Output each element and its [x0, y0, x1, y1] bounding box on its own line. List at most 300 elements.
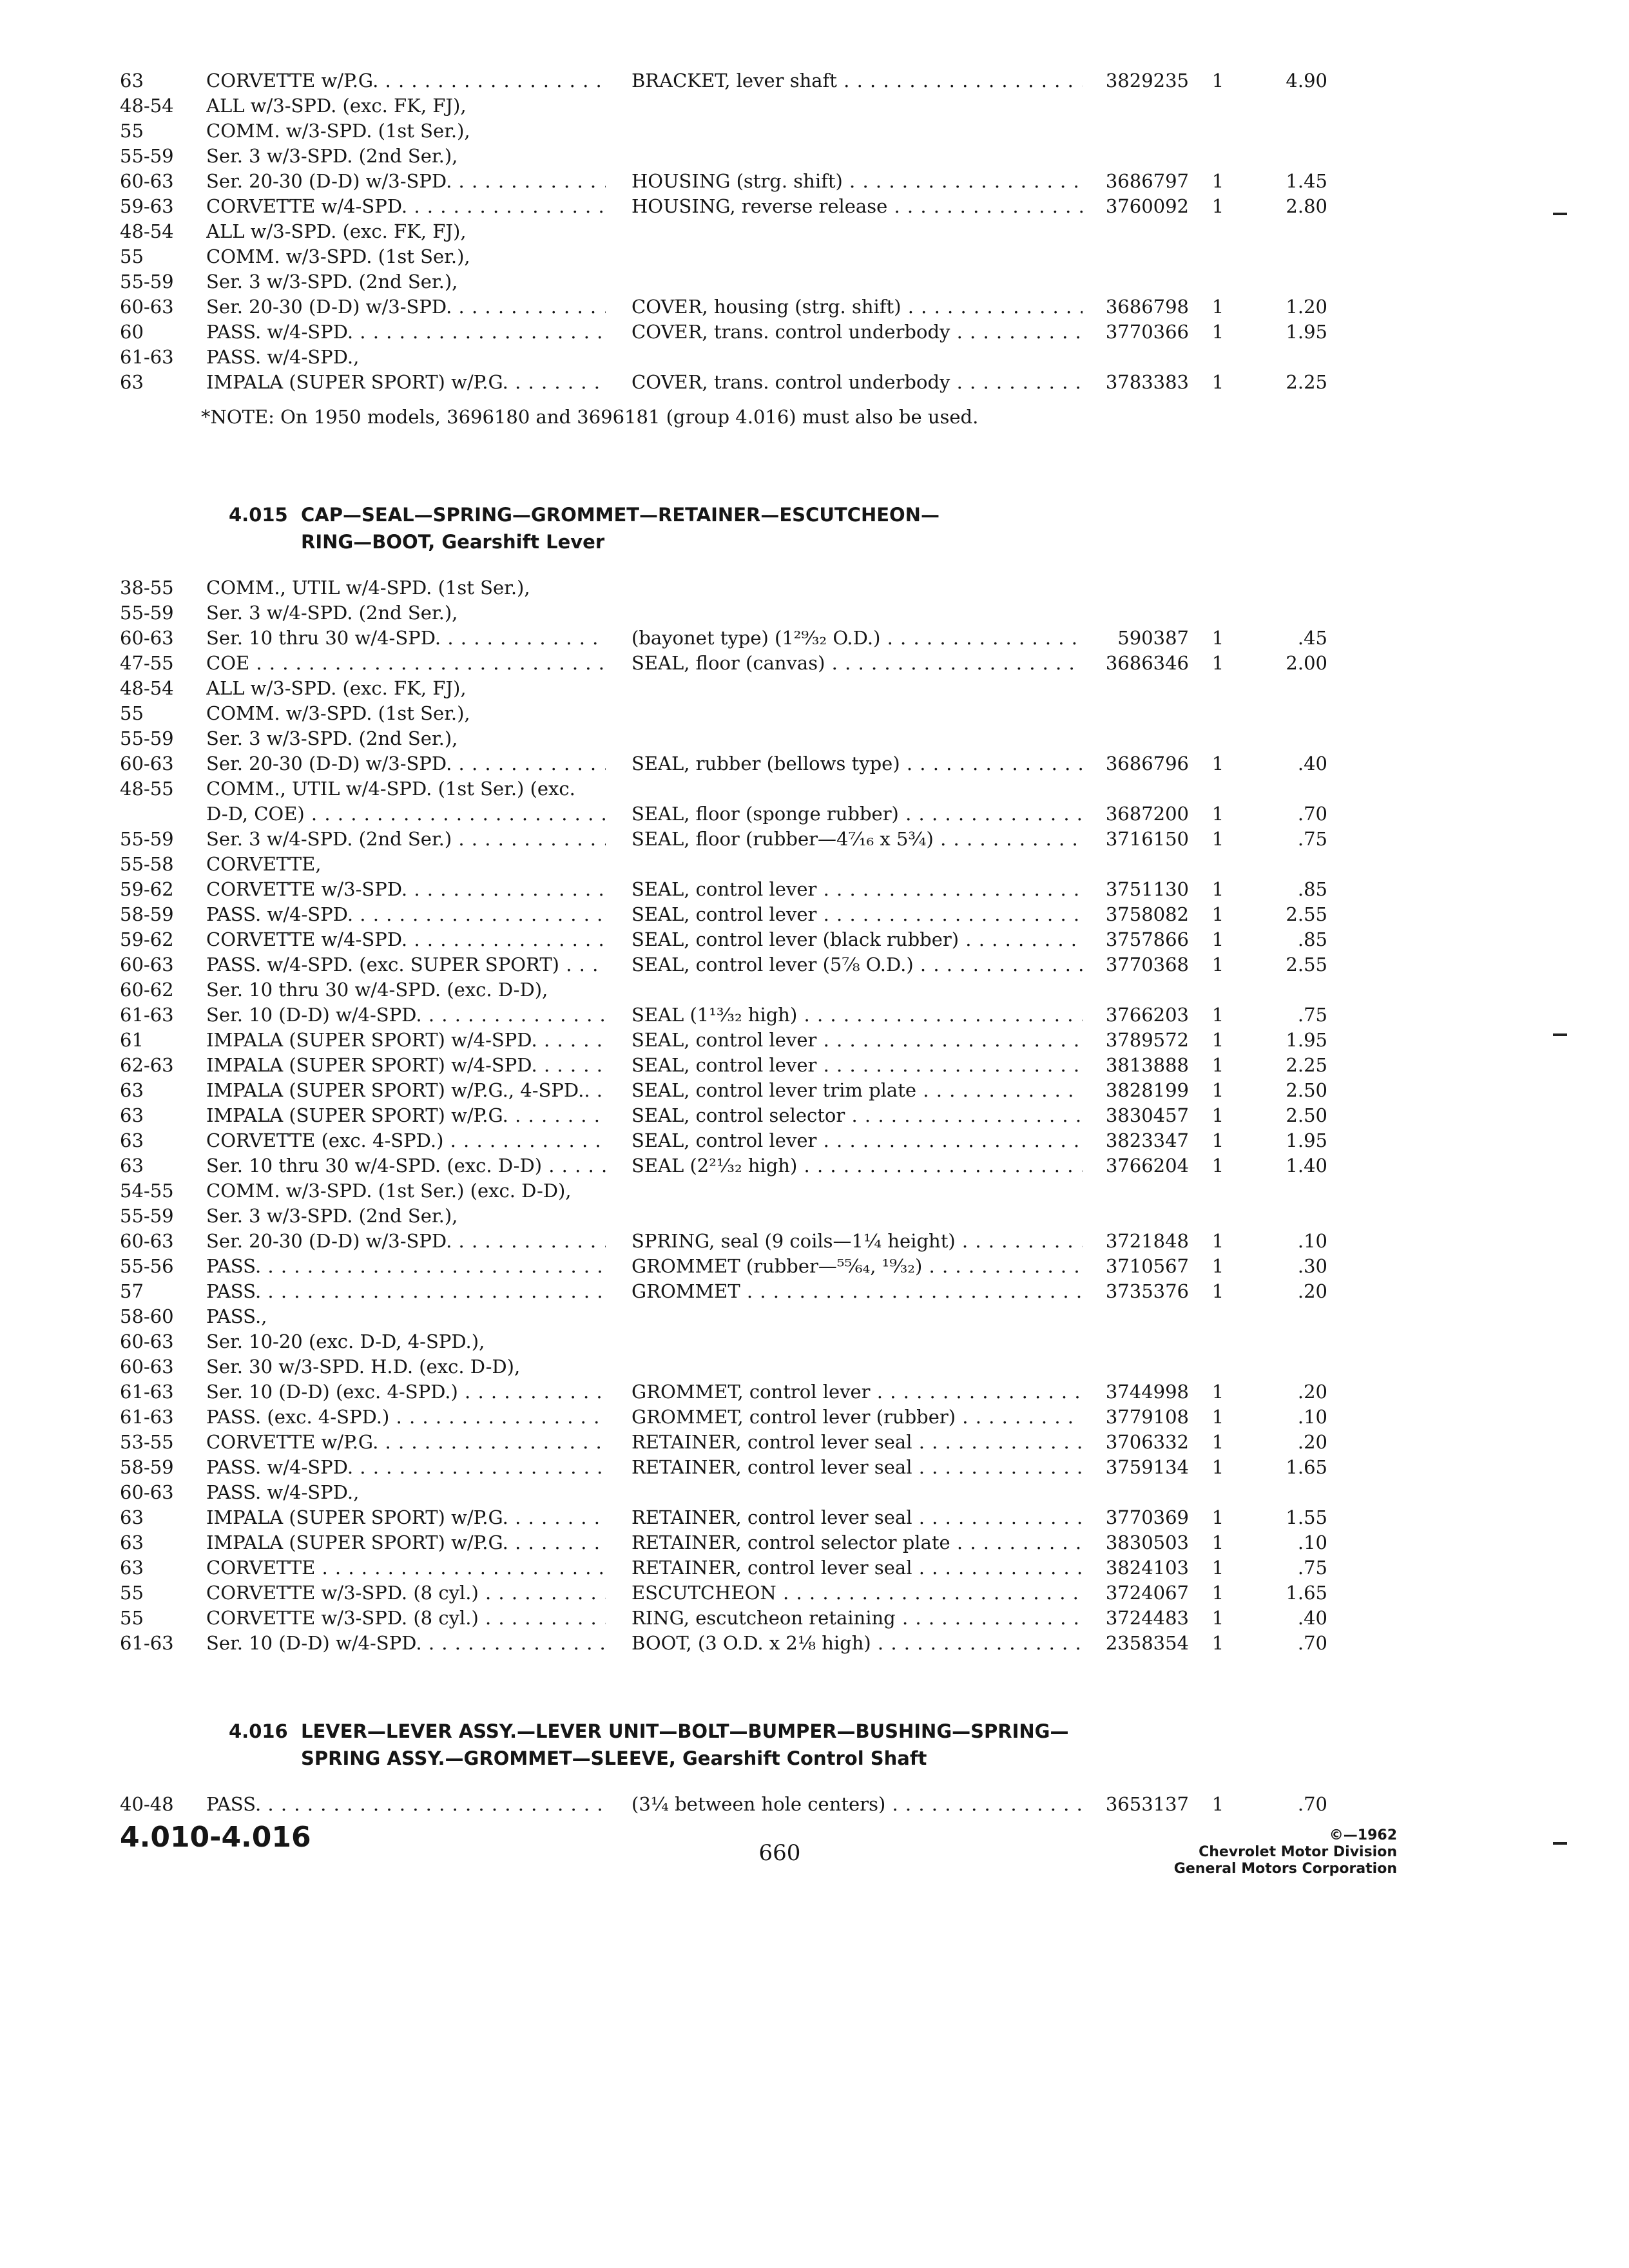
part-description: SEAL, control lever . . .	[631, 902, 1083, 927]
model: IMPALA (SUPER SPORT) w/4-SPD. . . .	[206, 1053, 606, 1078]
part-description: GROMMET, control lever . . .	[631, 1379, 1083, 1405]
table-row	[0, 952, 1629, 977]
model: Ser. 3 w/4-SPD. (2nd Ser.) . . .	[206, 827, 606, 852]
model: Ser. 20-30 (D-D) w/3-SPD. . . .	[206, 751, 606, 776]
quantity: 1	[1211, 1230, 1224, 1252]
table-row	[0, 244, 1629, 269]
year-range: 63	[120, 1557, 144, 1579]
year-range: 63	[120, 1079, 144, 1101]
model: Ser. 20-30 (D-D) w/3-SPD. . . .	[206, 294, 606, 320]
year-range: 48-55	[120, 778, 174, 800]
margin-mark	[1553, 213, 1567, 215]
price: 1.95	[1286, 1129, 1327, 1151]
price: 4.90	[1286, 70, 1327, 91]
part-description: (bayonet type) (1²⁹⁄₃₂ O.D.) . . .	[631, 626, 1083, 651]
quantity: 1	[1211, 828, 1224, 850]
year-range: 60-63	[120, 1331, 174, 1352]
part-description: SEAL, control lever trim plate . . .	[631, 1078, 1083, 1103]
table-row	[0, 902, 1629, 927]
model: COMM. w/3-SPD. (1st Ser.) (exc. D-D),	[206, 1180, 572, 1202]
year-range: 38-55	[120, 577, 174, 599]
part-description: SEAL, control lever . . .	[631, 1053, 1083, 1078]
table-row	[0, 802, 1629, 827]
quantity: 1	[1211, 1079, 1224, 1101]
model: PASS. w/4-SPD. . . .	[206, 902, 606, 927]
part-description: RETAINER, control lever seal . . .	[631, 1555, 1083, 1581]
part-description: HOUSING (strg. shift) . . .	[631, 169, 1083, 194]
table-row	[0, 1480, 1629, 1505]
price: .20	[1297, 1381, 1327, 1403]
table-row	[0, 701, 1629, 726]
quantity: 1	[1211, 1004, 1224, 1026]
table-row	[0, 1229, 1629, 1254]
model: CORVETTE . . .	[206, 1555, 606, 1581]
table-row	[0, 1279, 1629, 1304]
model: PASS. w/4-SPD.,	[206, 1481, 360, 1503]
model: Ser. 10-20 (exc. D-D, 4-SPD.),	[206, 1331, 485, 1352]
quantity: 1	[1211, 1557, 1224, 1579]
model: PASS. . . .	[206, 1792, 606, 1817]
part-number: 3770369	[1105, 1506, 1189, 1528]
price: 1.65	[1286, 1456, 1327, 1478]
year-range: 61	[120, 1029, 144, 1051]
part-description: COVER, trans. control underbody . . .	[631, 320, 1083, 345]
year-range: 59-62	[120, 928, 174, 950]
model: CORVETTE (exc. 4-SPD.) . . .	[206, 1128, 606, 1153]
model: IMPALA (SUPER SPORT) w/P.G. . . .	[206, 1530, 606, 1555]
part-number: 3770366	[1105, 321, 1189, 343]
price: .40	[1297, 753, 1327, 774]
quantity: 1	[1211, 1506, 1224, 1528]
part-description: SEAL, floor (sponge rubber) . . .	[631, 802, 1083, 827]
part-description: SPRING, seal (9 coils—1¼ height) . . .	[631, 1229, 1083, 1254]
year-range: 47-55	[120, 652, 174, 674]
part-description: SEAL, rubber (bellows type) . . .	[631, 751, 1083, 776]
year-range: 60-63	[120, 627, 174, 649]
model: Ser. 3 w/3-SPD. (2nd Ser.),	[206, 145, 458, 167]
part-number: 3758082	[1105, 903, 1189, 925]
part-description: GROMMET, control lever (rubber) . . .	[631, 1405, 1083, 1430]
price: .10	[1297, 1406, 1327, 1428]
part-description: COVER, trans. control underbody . . .	[631, 370, 1083, 395]
part-description: RETAINER, control selector plate . . .	[631, 1530, 1083, 1555]
year-range: 63	[120, 1155, 144, 1177]
year-range: 61-63	[120, 346, 174, 368]
price: 2.80	[1286, 195, 1327, 217]
model: Ser. 10 (D-D) (exc. 4-SPD.) . . .	[206, 1379, 606, 1405]
price: 2.55	[1286, 954, 1327, 975]
year-range: 58-59	[120, 1456, 174, 1478]
part-description: SEAL, control lever (5⅞ O.D.) . . .	[631, 952, 1083, 977]
year-range: 60-63	[120, 1481, 174, 1503]
table-row	[0, 1555, 1629, 1581]
year-range: 55-59	[120, 602, 174, 624]
quantity: 1	[1211, 1632, 1224, 1654]
part-description: GROMMET (rubber—⁵⁵⁄₆₄, ¹⁹⁄₃₂) . . .	[631, 1254, 1083, 1279]
price: 1.40	[1286, 1155, 1327, 1177]
table-row	[0, 194, 1629, 219]
section-title-line1: LEVER—LEVER ASSY.—LEVER UNIT—BOLT—BUMPER—BUSHING—SPRING—	[301, 1720, 1069, 1742]
model: PASS.,	[206, 1305, 267, 1327]
quantity: 1	[1211, 903, 1224, 925]
part-number: 3829235	[1105, 70, 1189, 91]
table-row	[0, 1078, 1629, 1103]
model: CORVETTE w/4-SPD. . . .	[206, 194, 606, 219]
price: .10	[1297, 1230, 1327, 1252]
part-number: 3716150	[1105, 828, 1189, 850]
model: IMPALA (SUPER SPORT) w/P.G., 4-SPD.. . . .	[206, 1078, 606, 1103]
quantity: 1	[1211, 195, 1224, 217]
model: CORVETTE w/3-SPD. (8 cyl.) . . .	[206, 1581, 606, 1606]
year-range: 55	[120, 1582, 144, 1604]
quantity: 1	[1211, 1280, 1224, 1302]
table-row	[0, 345, 1629, 370]
part-number: 3766203	[1105, 1004, 1189, 1026]
part-description: BRACKET, lever shaft . . .	[631, 68, 1083, 93]
price: .75	[1297, 1557, 1327, 1579]
price: 2.50	[1286, 1079, 1327, 1101]
division: Chevrolet Motor Division	[1199, 1844, 1397, 1860]
price: 1.55	[1286, 1506, 1327, 1528]
page-number: 660	[758, 1840, 801, 1866]
part-number: 3735376	[1105, 1280, 1189, 1302]
part-description: COVER, housing (strg. shift) . . .	[631, 294, 1083, 320]
year-range: 55	[120, 245, 144, 267]
quantity: 1	[1211, 803, 1224, 825]
year-range: 60-63	[120, 1230, 174, 1252]
year-range: 63	[120, 70, 144, 91]
part-description: RETAINER, control lever seal . . .	[631, 1455, 1083, 1480]
year-range: 55	[120, 702, 144, 724]
part-description: (3¼ between hole centers) . . .	[631, 1792, 1083, 1817]
table-row	[0, 1103, 1629, 1128]
table-row	[0, 751, 1629, 776]
table-row	[0, 1405, 1629, 1430]
model: D-D, COE) . . .	[206, 802, 606, 827]
part-number: 3724067	[1105, 1582, 1189, 1604]
quantity: 1	[1211, 1129, 1224, 1151]
parts-table-4016	[0, 1792, 1629, 1817]
part-number: 3783383	[1105, 371, 1189, 393]
price: 1.95	[1286, 1029, 1327, 1051]
model: IMPALA (SUPER SPORT) w/4-SPD. . . .	[206, 1028, 606, 1053]
year-range: 61-63	[120, 1004, 174, 1026]
section-title-line2: SPRING ASSY.—GROMMET—SLEEVE, Gearshift Control Shaft	[301, 1747, 927, 1769]
table-row	[0, 726, 1629, 751]
model: Ser. 3 w/3-SPD. (2nd Ser.),	[206, 271, 458, 293]
model: Ser. 10 thru 30 w/4-SPD. . . .	[206, 626, 606, 651]
model: ALL w/3-SPD. (exc. FK, FJ),	[206, 220, 467, 242]
table-row	[0, 1178, 1629, 1204]
section-title-line1: CAP—SEAL—SPRING—GROMMET—RETAINER—ESCUTCHEON—	[301, 504, 940, 526]
year-range: 63	[120, 1104, 144, 1126]
price: 2.50	[1286, 1104, 1327, 1126]
table-row	[0, 575, 1629, 601]
table-row	[0, 601, 1629, 626]
price: .45	[1297, 627, 1327, 649]
year-range: 55	[120, 1607, 144, 1629]
table-row	[0, 294, 1629, 320]
table-row	[0, 1254, 1629, 1279]
table-row	[0, 1455, 1629, 1480]
model: PASS. w/4-SPD.,	[206, 346, 360, 368]
table-row	[0, 776, 1629, 802]
corporation: General Motors Corporation	[1173, 1861, 1397, 1877]
part-number: 3724483	[1105, 1607, 1189, 1629]
table-row	[0, 269, 1629, 294]
price: .30	[1297, 1255, 1327, 1277]
model: PASS. (exc. 4-SPD.) . . .	[206, 1405, 606, 1430]
part-number: 3823347	[1105, 1129, 1189, 1151]
model: CORVETTE w/P.G. . . .	[206, 68, 606, 93]
part-number: 3759134	[1105, 1456, 1189, 1478]
year-range: 59-62	[120, 878, 174, 900]
price: .75	[1297, 1004, 1327, 1026]
year-range: 60-62	[120, 979, 174, 1001]
quantity: 1	[1211, 1054, 1224, 1076]
part-number: 3706332	[1105, 1431, 1189, 1453]
table-row	[0, 927, 1629, 952]
quantity: 1	[1211, 928, 1224, 950]
group-range: 4.010-4.016	[120, 1821, 311, 1854]
part-description: SEAL, floor (canvas) . . .	[631, 651, 1083, 676]
year-range: 61-63	[120, 1406, 174, 1428]
model: COMM. w/3-SPD. (1st Ser.),	[206, 120, 470, 142]
quantity: 1	[1211, 1255, 1224, 1277]
part-description: SEAL (1¹³⁄₃₂ high) . . .	[631, 1003, 1083, 1028]
part-description: GROMMET . . .	[631, 1279, 1083, 1304]
model: CORVETTE,	[206, 853, 322, 875]
year-range: 48-54	[120, 677, 174, 699]
model: CORVETTE w/3-SPD. . . .	[206, 877, 606, 902]
table-row	[0, 852, 1629, 877]
year-range: 61-63	[120, 1632, 174, 1654]
table-row	[0, 1530, 1629, 1555]
quantity: 1	[1211, 321, 1224, 343]
part-description: BOOT, (3 O.D. x 2⅛ high) . . .	[631, 1631, 1083, 1656]
part-number: 3830503	[1105, 1532, 1189, 1553]
part-number: 3721848	[1105, 1230, 1189, 1252]
model: IMPALA (SUPER SPORT) w/P.G. . . .	[206, 370, 606, 395]
year-range: 63	[120, 1532, 144, 1553]
year-range: 60	[120, 321, 144, 343]
quantity: 1	[1211, 296, 1224, 318]
year-range: 40-48	[120, 1793, 174, 1815]
price: 1.65	[1286, 1582, 1327, 1604]
model: CORVETTE w/3-SPD. (8 cyl.) . . .	[206, 1606, 606, 1631]
quantity: 1	[1211, 954, 1224, 975]
model: PASS. w/4-SPD. . . .	[206, 320, 606, 345]
table-row	[0, 651, 1629, 676]
part-description: SEAL, control lever . . .	[631, 1128, 1083, 1153]
quantity: 1	[1211, 1532, 1224, 1553]
price: 2.25	[1286, 371, 1327, 393]
margin-mark	[1553, 1033, 1567, 1036]
table-row	[0, 93, 1629, 119]
part-number: 3760092	[1105, 195, 1189, 217]
model: ALL w/3-SPD. (exc. FK, FJ),	[206, 95, 467, 117]
section-title-line2: RING—BOOT, Gearshift Lever	[301, 531, 605, 553]
price: .20	[1297, 1431, 1327, 1453]
part-number: 3757866	[1105, 928, 1189, 950]
part-number: 3744998	[1105, 1381, 1189, 1403]
quantity: 1	[1211, 1406, 1224, 1428]
table-row	[0, 626, 1629, 651]
part-number: 3687200	[1105, 803, 1189, 825]
year-range: 60-63	[120, 170, 174, 192]
table-row	[0, 169, 1629, 194]
price: .70	[1297, 1793, 1327, 1815]
model: PASS. w/4-SPD. . . .	[206, 1455, 606, 1480]
price: .70	[1297, 803, 1327, 825]
price: .85	[1297, 928, 1327, 950]
table-row	[0, 68, 1629, 93]
year-range: 55-59	[120, 145, 174, 167]
year-range: 55-59	[120, 727, 174, 749]
section-number: 4.015	[229, 504, 288, 526]
part-description: SEAL, control lever (black rubber) . . .	[631, 927, 1083, 952]
model: Ser. 20-30 (D-D) w/3-SPD. . . .	[206, 1229, 606, 1254]
year-range: 57	[120, 1280, 144, 1302]
model: COE . . .	[206, 651, 606, 676]
model: Ser. 20-30 (D-D) w/3-SPD. . . .	[206, 169, 606, 194]
quantity: 1	[1211, 1582, 1224, 1604]
model: ALL w/3-SPD. (exc. FK, FJ),	[206, 677, 467, 699]
quantity: 1	[1211, 1155, 1224, 1177]
price: .20	[1297, 1280, 1327, 1302]
quantity: 1	[1211, 1431, 1224, 1453]
price: .10	[1297, 1532, 1327, 1553]
part-description: RETAINER, control lever seal . . .	[631, 1505, 1083, 1530]
table-row	[0, 877, 1629, 902]
price: .70	[1297, 1632, 1327, 1654]
part-number: 3828199	[1105, 1079, 1189, 1101]
table-row	[0, 1379, 1629, 1405]
table-row	[0, 370, 1629, 395]
part-description: SEAL, control lever . . .	[631, 877, 1083, 902]
year-range: 59-63	[120, 195, 174, 217]
year-range: 48-54	[120, 220, 174, 242]
year-range: 58-59	[120, 903, 174, 925]
table-row	[0, 1606, 1629, 1631]
year-range: 53-55	[120, 1431, 174, 1453]
quantity: 1	[1211, 652, 1224, 674]
quantity: 1	[1211, 1456, 1224, 1478]
copyright: ©—1962	[1329, 1827, 1397, 1843]
year-range: 55-59	[120, 828, 174, 850]
part-number: 3824103	[1105, 1557, 1189, 1579]
part-number: 3686797	[1105, 170, 1189, 192]
model: COMM., UTIL w/4-SPD. (1st Ser.) (exc.	[206, 778, 575, 800]
part-number: 3686346	[1105, 652, 1189, 674]
price: 1.95	[1286, 321, 1327, 343]
price: 2.00	[1286, 652, 1327, 674]
part-description: ESCUTCHEON . . .	[631, 1581, 1083, 1606]
table-row	[0, 1354, 1629, 1379]
part-description: SEAL, control lever . . .	[631, 1028, 1083, 1053]
table-row	[0, 1581, 1629, 1606]
table-row	[0, 676, 1629, 701]
margin-mark	[1553, 1842, 1567, 1845]
year-range: 60-63	[120, 1356, 174, 1378]
quantity: 1	[1211, 1793, 1224, 1815]
model: Ser. 30 w/3-SPD. H.D. (exc. D-D),	[206, 1356, 521, 1378]
table-row	[0, 1631, 1629, 1656]
table-row	[0, 977, 1629, 1003]
price: .75	[1297, 828, 1327, 850]
part-number: 3789572	[1105, 1029, 1189, 1051]
year-range: 55-58	[120, 853, 174, 875]
price: 2.25	[1286, 1054, 1327, 1076]
table-row	[0, 1792, 1629, 1817]
table-row	[0, 1053, 1629, 1078]
part-number: 3766204	[1105, 1155, 1189, 1177]
section-heading-4016	[229, 1718, 1068, 1772]
year-range: 55	[120, 120, 144, 142]
table-row	[0, 1028, 1629, 1053]
model: PASS. . . .	[206, 1254, 606, 1279]
part-number: 3686796	[1105, 753, 1189, 774]
table-row	[0, 827, 1629, 852]
top-parts-table	[0, 68, 1629, 395]
model: IMPALA (SUPER SPORT) w/P.G. . . .	[206, 1103, 606, 1128]
model: Ser. 3 w/3-SPD. (2nd Ser.),	[206, 1205, 458, 1227]
model: Ser. 10 (D-D) w/4-SPD. . . .	[206, 1003, 606, 1028]
table-row	[0, 320, 1629, 345]
footnote: *NOTE: On 1950 models, 3696180 and 3696181 (group 4.016) must also be used.	[201, 406, 979, 428]
part-description: SEAL, floor (rubber—4⁷⁄₁₆ x 5¾) . . .	[631, 827, 1083, 852]
table-row	[0, 1505, 1629, 1530]
part-number: 3751130	[1105, 878, 1189, 900]
year-range: 58-60	[120, 1305, 174, 1327]
table-row	[0, 144, 1629, 169]
model: Ser. 10 thru 30 w/4-SPD. (exc. D-D) . . .	[206, 1153, 606, 1178]
year-range: 48-54	[120, 95, 174, 117]
model: Ser. 10 thru 30 w/4-SPD. (exc. D-D),	[206, 979, 548, 1001]
parts-table-4015	[0, 575, 1629, 1656]
year-range: 55-59	[120, 271, 174, 293]
part-description: SEAL (2²¹⁄₃₂ high) . . .	[631, 1153, 1083, 1178]
section-heading-4015	[229, 501, 940, 555]
quantity: 1	[1211, 1029, 1224, 1051]
part-description: RING, escutcheon retaining . . .	[631, 1606, 1083, 1631]
year-range: 54-55	[120, 1180, 174, 1202]
model: CORVETTE w/4-SPD. . . .	[206, 927, 606, 952]
year-range: 61-63	[120, 1381, 174, 1403]
table-row	[0, 1304, 1629, 1329]
part-description: SEAL, control selector . . .	[631, 1103, 1083, 1128]
part-number: 3770368	[1105, 954, 1189, 975]
year-range: 63	[120, 371, 144, 393]
year-range: 63	[120, 1506, 144, 1528]
year-range: 60-63	[120, 296, 174, 318]
table-row	[0, 1430, 1629, 1455]
year-range: 60-63	[120, 753, 174, 774]
section-number: 4.016	[229, 1720, 288, 1742]
table-row	[0, 1003, 1629, 1028]
quantity: 1	[1211, 170, 1224, 192]
table-row	[0, 1128, 1629, 1153]
price: .40	[1297, 1607, 1327, 1629]
model: Ser. 3 w/4-SPD. (2nd Ser.),	[206, 602, 458, 624]
year-range: 62-63	[120, 1054, 174, 1076]
model: PASS. . . .	[206, 1279, 606, 1304]
part-number: 3686798	[1105, 296, 1189, 318]
table-row	[0, 1153, 1629, 1178]
quantity: 1	[1211, 70, 1224, 91]
quantity: 1	[1211, 878, 1224, 900]
part-number: 3830457	[1105, 1104, 1189, 1126]
